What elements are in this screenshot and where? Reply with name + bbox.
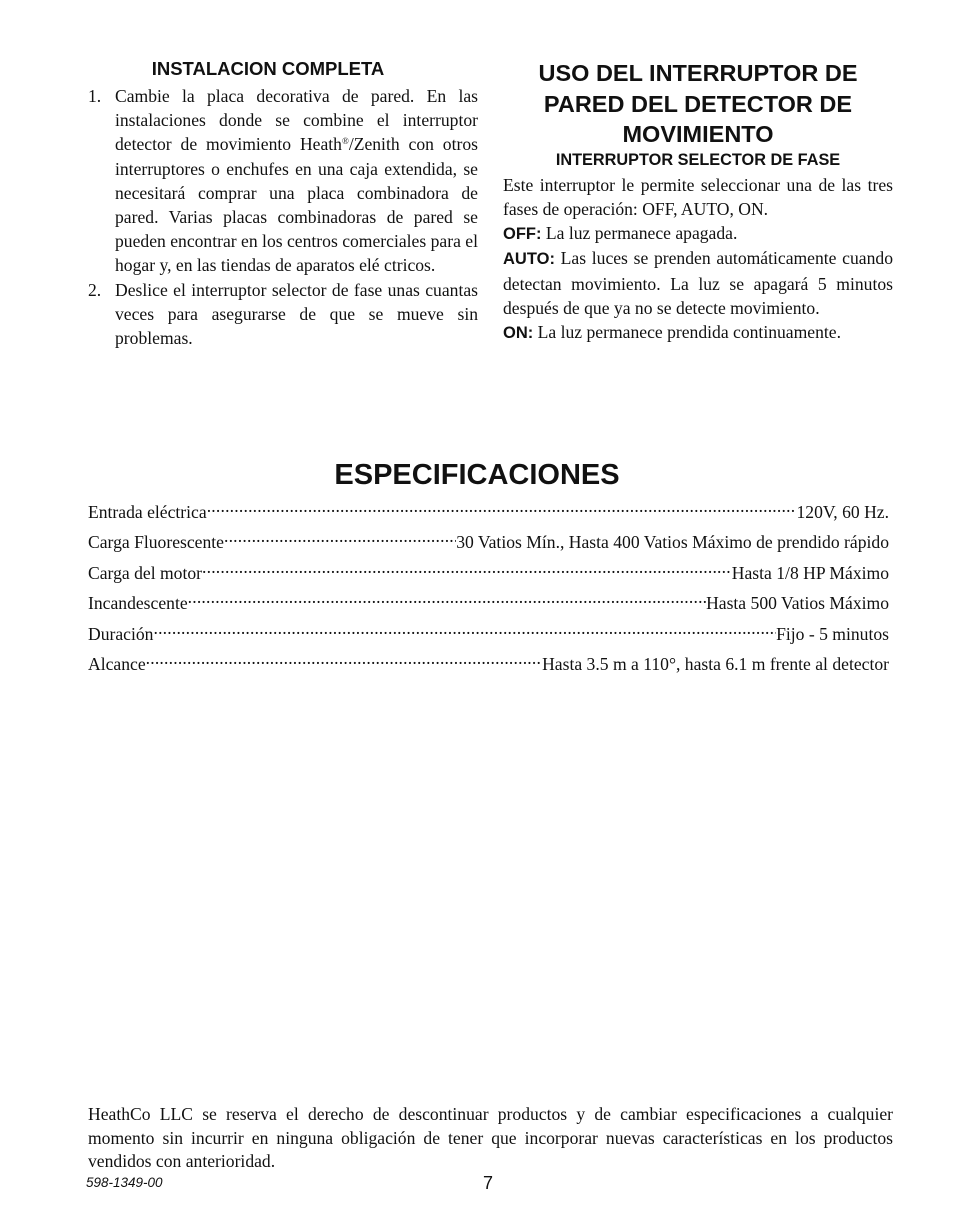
mode-label: OFF: (503, 225, 542, 244)
spec-row (88, 616, 889, 646)
spec-label: Entrada eléctrica (88, 502, 207, 522)
specifications-list (88, 494, 889, 676)
disclaimer: HeathCo LLC se reserva el derecho de descontinuar productos y de cambiar especificaciones a cualquier momento sin incurrir en ninguna obligación de tener que incorporar nuevas características en los productos vendidos con anterioridad. (88, 1104, 893, 1171)
spec-value: 30 Vatios Mín., Hasta 400 Vatios Máximo de prendido rápido (456, 532, 889, 553)
step-2 (86, 278, 478, 351)
mode-text: Las luces se prenden automáticamente cuando detectan movimiento. La luz se apagará 5 minutos después de que ya no se detecte movimiento. (503, 248, 893, 318)
spec-value: 120V, 60 Hz. (796, 502, 889, 522)
installation-section (86, 58, 478, 350)
installation-heading: INSTALACION COMPLETA (151, 58, 385, 79)
installation-steps (86, 84, 478, 350)
registered-mark: ® (341, 136, 349, 147)
dot-leader (224, 524, 456, 548)
specifications-title: ESPECIFICACIONES (334, 459, 620, 491)
spec-value: Fijo - 5 minutos (776, 623, 889, 644)
dot-leader (202, 555, 732, 579)
mode-auto (503, 246, 893, 320)
step-text: Deslice el interruptor selector de fase unas cuantas veces para asegurarse de que se mueve sin problemas. (115, 279, 478, 349)
spec-label: Alcance (88, 654, 146, 675)
spec-value: Hasta 500 Vatios Máximo (706, 593, 889, 614)
spec-value: Hasta 3.5 m a 110°, hasta 6.1 m frente al detector (542, 654, 889, 675)
usage-heading: USO DEL INTERRUPTOR DE PARED DEL DETECTOR DE MOVIMIENTO (538, 60, 858, 147)
step-number: 1. (88, 86, 102, 106)
spec-row (88, 585, 889, 615)
page-number: 7 (483, 1173, 494, 1193)
spec-row (88, 524, 889, 554)
spec-row (88, 555, 889, 585)
spec-row (88, 494, 889, 524)
mode-off (503, 221, 893, 246)
dot-leader (188, 585, 706, 609)
step-1 (86, 84, 478, 278)
spec-label: Duración (88, 623, 154, 644)
dot-leader (207, 494, 797, 518)
spec-label: Carga Fluorescente (88, 532, 224, 553)
usage-intro: Este interruptor le permite seleccionar una de las tres fases de operación: OFF, AUTO, ON. (503, 174, 893, 219)
dot-leader (153, 616, 776, 640)
mode-label: ON: (503, 324, 534, 343)
step-text: Cambie la placa decorativa de pared. En las instalaciones donde se combine el interruptor detector de movimiento Heath (115, 86, 478, 155)
step-text: /Zenith con otros interruptores o enchufes en una caja extendida, se necesitará comprar una placa combinadora de pared. Varias placas combinadoras de pared se pueden encontrar en los centros comerciales para el hogar y, en las tiendas de aparatos elé ctricos. (115, 134, 478, 276)
usage-subheading: INTERRUPTOR SELECTOR DE FASE (555, 150, 841, 169)
spec-value: Hasta 1/8 HP Máximo (731, 562, 889, 583)
spec-label: Carga del motor (88, 562, 203, 583)
usage-section (503, 58, 893, 346)
spec-label: Incandescente (88, 593, 188, 614)
dot-leader (146, 646, 542, 670)
step-number: 2. (88, 279, 102, 300)
mode-text: La luz permanece apagada. (545, 223, 738, 244)
mode-text: La luz permanece prendida continuamente. (537, 322, 842, 343)
document-number: 598-1349-00 (86, 1175, 163, 1190)
mode-on (503, 320, 893, 345)
spec-row (88, 646, 889, 676)
mode-label: AUTO: (503, 250, 555, 269)
